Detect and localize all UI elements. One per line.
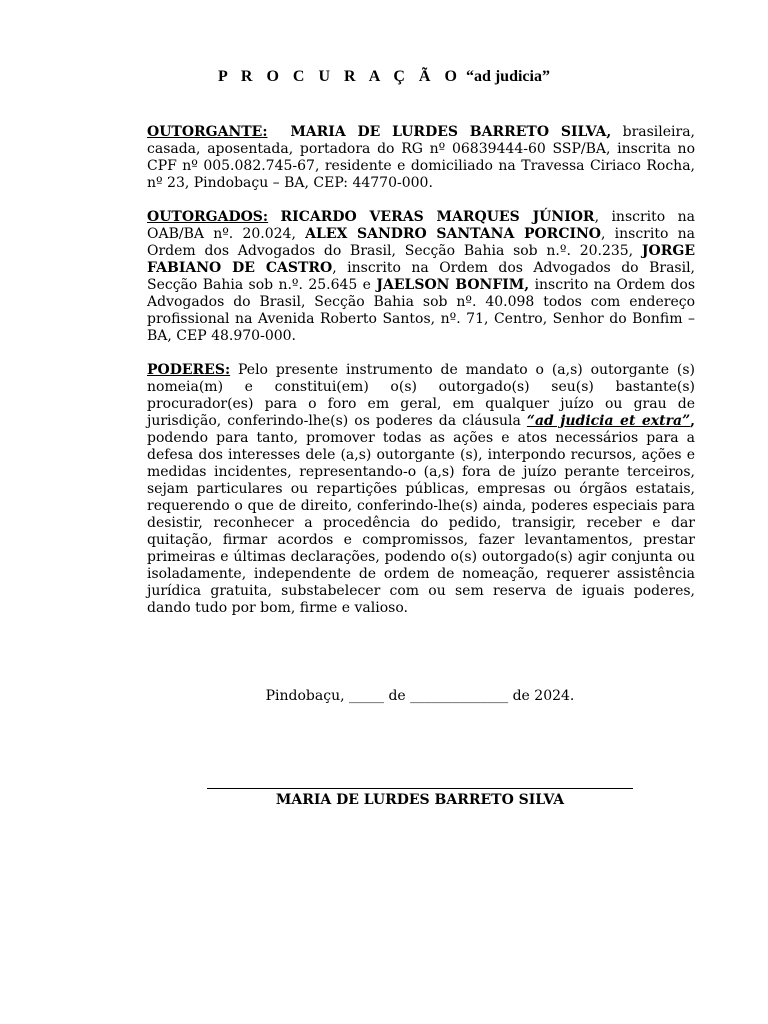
outorgados-label: OUTORGADOS:	[147, 209, 269, 225]
outorgado-text-4: inscrito na Ordem dos Advogados do Brasil, Secção Bahia sob nº. 40.098 todos com endereço profissional na Avenida Roberto Santos, nº. 71, Centro, Senhor do Bonfim – BA, CEP 48.970-000.	[147, 277, 696, 344]
title-subtitle: “ad judicia”	[465, 68, 550, 85]
outorgante-text: brasileira, casada, aposentada, portadora do RG nº 06839444-60 SSP/BA, inscrita no CPF nº 005.082.745-67, residente e domiciliado na Travessa Ciriaco Rocha, nº 23, Pindobaçu – BA, CEP: 44770-000.	[147, 124, 696, 191]
outorgante-paragraph	[147, 124, 695, 192]
poderes-clause: “ad judicia et extra”	[526, 413, 691, 429]
signature-line	[207, 788, 633, 789]
outorgante-label: OUTORGANTE:	[147, 124, 268, 140]
date-line: Pindobaçu, _____ de ______________ de 2024.	[265, 688, 575, 704]
outorgado-name-3: JORGE FABIANO DE CASTRO	[147, 243, 695, 276]
poderes-text-2: podendo para tanto, promover todas as ações e atos necessários para a defesa dos interesses dele (a,s) outorgante (s), interpondo recursos, ações e medidas incidentes, representando-o (a,s) fora de juízo perante terceiros, sejam particulares ou repartições públicas, empresas ou órgãos estatais, requerendo o que de direito, conferindo-lhe(s) ainda, poderes especiais para desistir, reconhecer a procedência do pedido, transigir, receber e dar quitação, firmar acordos e compromissos, fazer levantamentos, prestar primeiras e últimas declarações, podendo o(s) outorgado(s) agir conjunta ou isoladamente, independente de ordem de nomeação, requerer assistência jurídica gratuita, substabelecer com ou sem reserva de iguais poderes, dando tudo por bom, firme e valioso.	[147, 430, 695, 616]
outorgado-text-2: , inscrito na Ordem dos Advogados do Brasil, Secção Bahia sob n.º. 20.235,	[147, 226, 695, 259]
poderes-comma: ,	[690, 413, 695, 429]
outorgado-name-4: JAELSON BONFIM,	[376, 277, 530, 293]
outorgado-name-1: RICARDO VERAS MARQUES JÚNIOR	[280, 209, 595, 225]
outorgados-paragraph	[147, 209, 695, 345]
outorgado-text-3: , inscrito na Ordem dos Advogados do Brasil, Secção Bahia sob n.º. 25.645 e	[147, 260, 695, 293]
poderes-text-1: Pelo presente instrumento de mandato o (a,s) outorgante (s) nomeia(m) e constitui(em) o(s) outorgado(s) seu(s) bastante(s) procurador(es) para o foro em geral, em qualquer juízo ou grau de jurisdição, conferindo-lhe(s) os poderes da cláusula	[147, 362, 696, 429]
outorgado-text-1: , inscrito na OAB/BA nº. 20.024,	[147, 209, 695, 242]
outorgado-name-2: ALEX SANDRO SANTANA PORCINO	[305, 226, 601, 242]
document-title	[0, 68, 768, 86]
title-word: P R O C U R A Ç Ã O	[218, 68, 462, 85]
poderes-paragraph	[147, 362, 695, 617]
poderes-label: PODERES:	[147, 362, 231, 378]
outorgante-name: MARIA DE LURDES BARRETO SILVA,	[290, 124, 612, 140]
signature-name: MARIA DE LURDES BARRETO SILVA	[275, 792, 565, 808]
